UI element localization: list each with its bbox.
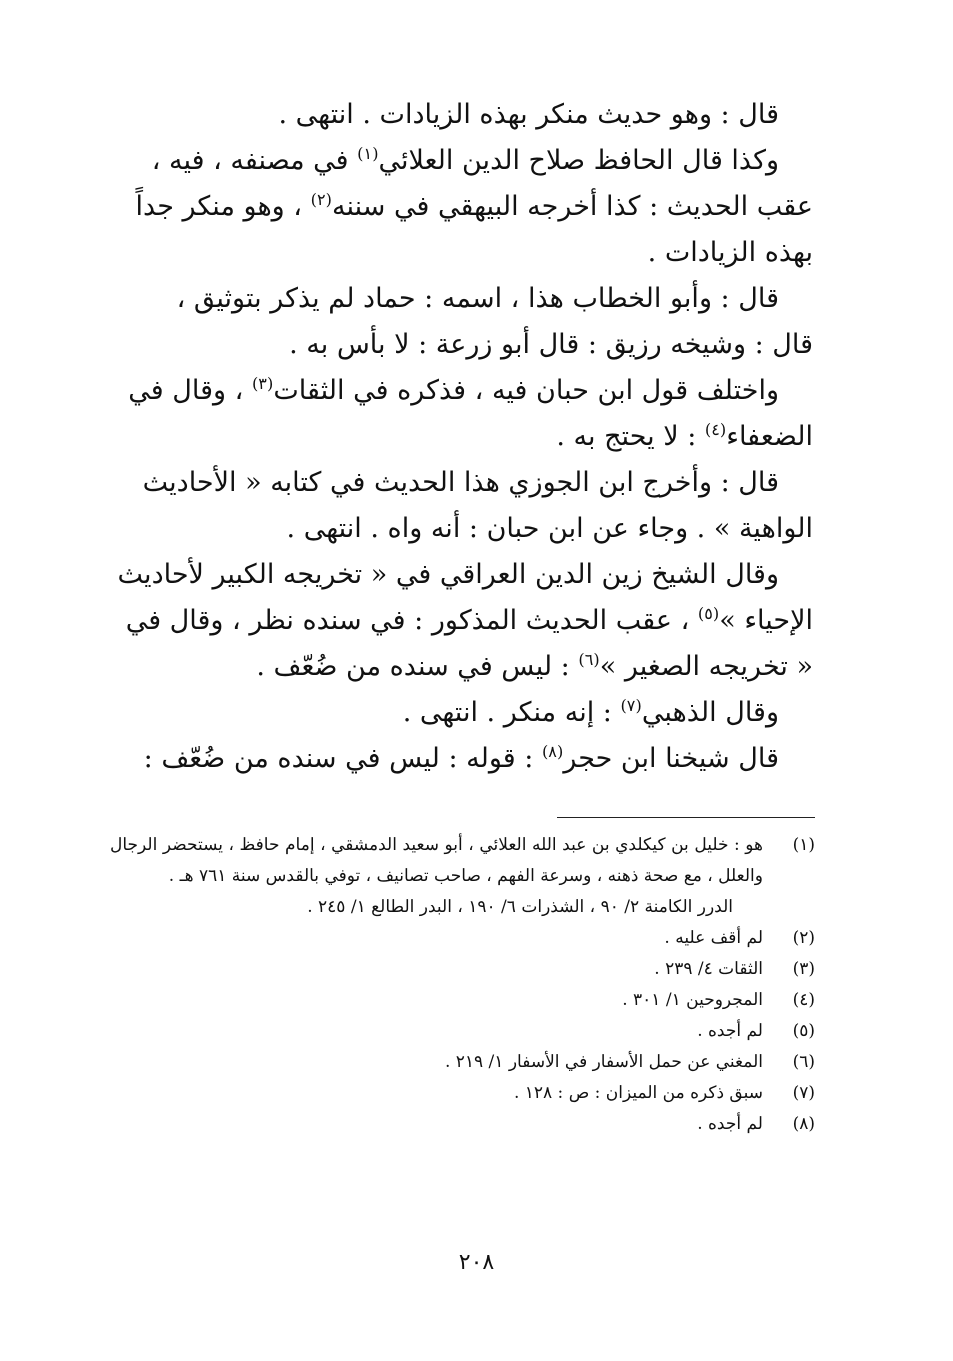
text-line: بهذه الزيادات . [647,237,813,268]
footnote-number: (٧) [792,1083,815,1103]
text-line: قال : وشيخه رزيق : قال أبو زرعة : لا بأس به . [289,329,813,360]
text-line: الإحياء »$^{(٥)}$ ، عقب الحديث المذكور : في سنده نظر ، وقال في [125,604,813,636]
footnote-5 [110,1016,815,1047]
footnote-4 [110,985,815,1016]
footnote-number: (٥) [792,1021,815,1041]
text-line: قال : وأخرج ابن الجوزي هذا الحديث في كتابه « الأحاديث [142,467,779,498]
text-line: وقال الشيخ زين الدين العراقي في « تخريجه الكبير لأحاديث [117,559,779,590]
footnote-ref: (٢) [310,190,332,209]
footnote-text: المجروحين ١/ ٣٠١ . [622,990,763,1010]
footnote-8 [110,1109,815,1140]
footnote-text: المغني عن حمل الأسفار في الأسفار ١/ ٢١٩ . [444,1052,763,1072]
text-line: واختلف قول ابن حبان فيه ، فذكره في الثقات$^{(٣)}$ ، وقال في [128,374,779,406]
footnote-ref: (٣) [251,374,274,393]
footnote-text: لم أجده . [697,1114,763,1134]
text-line: وقال الذهبي$^{(٧)}$ : إنه منكر . انتهى . [402,696,779,728]
footnotes [110,830,815,1140]
text-line: عقب الحديث : كذا أخرجه البيهقي في سننه$^{(٢)}$ ، وهو منكر جداً [135,190,813,222]
footnote-text: الثقات ٤/ ٢٣٩ . [654,959,763,979]
page-number: ٢٠٨ [458,1250,495,1275]
footnote-text: لم أجده . [697,1021,763,1041]
text-line: قال : وهو حديث منكر بهذه الزيادات . انتهى . [278,99,779,130]
footnote-ref: (٤) [704,420,727,439]
footnote-ref: (٨) [541,742,564,761]
footnote-7 [110,1078,815,1109]
footnote-number: (٤) [792,990,815,1010]
text-line: الواهية » . وجاء عن ابن حبان : أنه واه . انتهى . [286,513,813,544]
footnote-number: (٦) [792,1052,815,1072]
footnote-text: هو : خليل بن كيكلدي بن عبد الله العلائي ، أبو سعيد الدمشقي ، إمام حافظ ، يستحضر الرجال والعلل ، مع صحة ذهنه ، وسرعة الفهم ، صاحب تصانيف ، توفي بالقدس سنة ٧٦١ هـ . [110,835,763,886]
text-line: وكذا قال الحافظ صلاح الدين العلائي$^{(١)}$ في مصنفه ، فيه ، [151,144,779,176]
text-line: « تخريجه الصغير »$^{(٦)}$ : ليس في سنده من ضُعّف . [256,650,813,682]
footnote-1 [110,830,815,892]
footnote-number: (٨) [792,1114,815,1134]
footnote-text: لم أقف عليه . [664,928,763,948]
footnote-separator [557,817,815,818]
footnote-6 [110,1047,815,1078]
text-line: قال : وأبو الخطاب هذا ، اسمه : حماد لم يذكر بتوثيق ، [176,283,779,314]
footnote-number: (١) [792,835,815,855]
footnote-number: (٣) [792,959,815,979]
footnote-text: سبق ذكره من الميزان : ص : ١٢٨ . [513,1083,763,1103]
text-line: الضعفاء$^{(٤)}$ : لا يحتج به . [556,420,813,452]
footnote-source: الدرر الكامنة ٢/ ٩٠ ، الشذرات ٦/ ١٩٠ ، البدر الطالع ١/ ٢٤٥ . [307,897,733,917]
footnote-ref: (٦) [578,650,600,669]
text-line: قال شيخنا ابن حجر$^{(٨)}$ : قوله : ليس في سنده من ضُعّف : [143,742,779,774]
footnote-number: (٢) [792,928,815,948]
footnote-ref: (٧) [620,696,642,715]
footnote-ref: (٥) [697,604,720,623]
footnote-ref: (١) [357,144,379,163]
footnote-2 [110,923,815,954]
footnote-3 [110,954,815,985]
main-text [108,92,813,782]
